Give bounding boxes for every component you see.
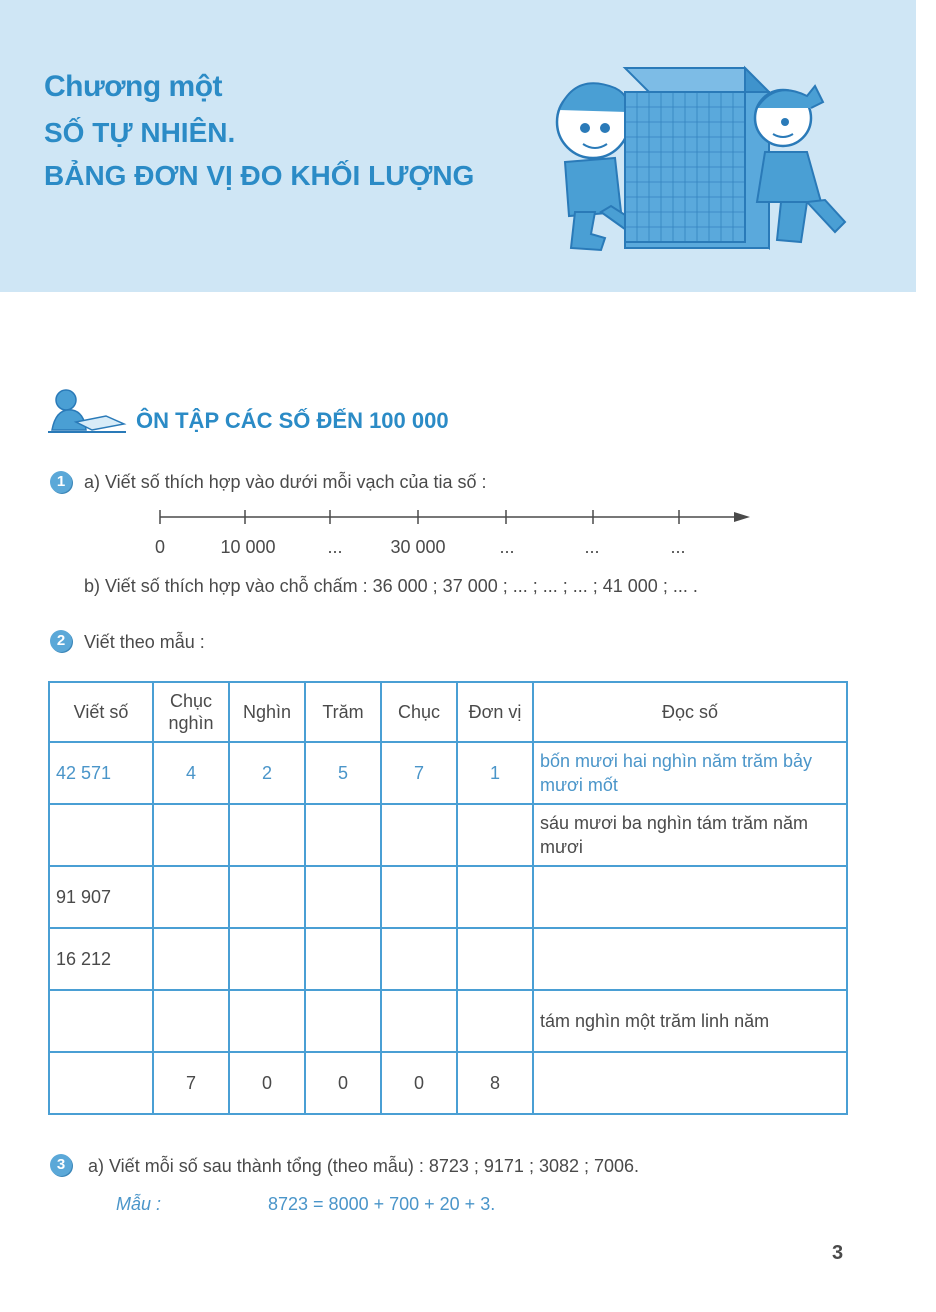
question-1-badge: 1 (50, 471, 72, 493)
table-row (49, 990, 847, 1052)
cell-nghin (229, 928, 305, 990)
cell-tram (305, 804, 381, 866)
question-3-badge: 3 (50, 1154, 72, 1176)
tick-label-2: ... (327, 537, 343, 557)
cell-don-vi (457, 866, 533, 928)
cube-figure (625, 68, 769, 248)
number-ray-arrowhead (734, 512, 750, 522)
header-nghin: Nghìn (229, 682, 305, 742)
tick-label-3: 30 000 (390, 537, 446, 557)
cell-doc-so: bốn mươi hai nghìn năm trăm bảy mươi mốt (533, 742, 847, 804)
cell-chuc (381, 866, 457, 928)
cell-viet-so (49, 990, 153, 1052)
question-2-text: Viết theo mẫu : (84, 632, 205, 652)
tick-label-6: ... (670, 537, 686, 557)
cell-chuc-nghin: 7 (153, 1052, 229, 1114)
header-chuc-nghin: Chục nghìn (153, 682, 229, 742)
cell-tram (305, 990, 381, 1052)
table-row (49, 804, 847, 866)
number-ray (150, 504, 760, 530)
section-title: ÔN TẬP CÁC SỐ ĐẾN 100 000 (136, 408, 449, 433)
cell-viet-so: 16 212 (49, 928, 153, 990)
cell-doc-so: sáu mươi ba nghìn tám trăm năm mươi (533, 804, 847, 866)
cell-viet-so: 91 907 (49, 866, 153, 928)
question-2-badge: 2 (50, 630, 72, 652)
cell-chuc-nghin (153, 928, 229, 990)
place-value-table (48, 681, 848, 1115)
question-1b-text: b) Viết số thích hợp vào chỗ chấm : 36 000 ; 37 000 ; ... ; ... ; ... ; 41 000 ; ... . (84, 576, 698, 596)
table-row (49, 742, 847, 804)
cell-nghin (229, 804, 305, 866)
cell-viet-so (49, 1052, 153, 1114)
tick-label-1: 10 000 (220, 537, 276, 557)
cell-nghin: 2 (229, 742, 305, 804)
cell-doc-so (533, 1052, 847, 1114)
cell-chuc: 0 (381, 1052, 457, 1114)
cell-chuc-nghin: 4 (153, 742, 229, 804)
cell-nghin (229, 990, 305, 1052)
cell-chuc (381, 804, 457, 866)
header-don-vi: Đơn vị (457, 682, 533, 742)
cell-tram (305, 928, 381, 990)
table-row (49, 866, 847, 928)
example-expression: 8723 = 8000 + 700 + 20 + 3. (268, 1194, 496, 1214)
cell-doc-so (533, 928, 847, 990)
page-number: 3 (832, 1242, 844, 1264)
table-header-row (49, 682, 847, 742)
cell-nghin (229, 866, 305, 928)
header-viet-so: Viết số (49, 682, 153, 742)
tick-label-0: 0 (154, 537, 166, 557)
header-tram: Trăm (305, 682, 381, 742)
cell-don-vi: 8 (457, 1052, 533, 1114)
cell-chuc: 7 (381, 742, 457, 804)
cell-viet-so (49, 804, 153, 866)
header-chuc: Chục (381, 682, 457, 742)
cell-chuc-nghin (153, 866, 229, 928)
cell-chuc-nghin (153, 804, 229, 866)
kids-with-cube-illustration (545, 52, 855, 262)
tick-label-4: ... (499, 537, 515, 557)
boy-figure (557, 83, 633, 250)
question-3a-text: a) Viết mỗi số sau thành tổng (theo mẫu) : 8723 ; 9171 ; 3082 ; 7006. (88, 1156, 640, 1176)
chapter-label: Chương một (44, 70, 223, 103)
cell-chuc (381, 928, 457, 990)
cell-don-vi: 1 (457, 742, 533, 804)
cell-nghin: 0 (229, 1052, 305, 1114)
chapter-title-line1: SỐ TỰ NHIÊN. (44, 117, 236, 148)
question-1a-text: a) Viết số thích hợp vào dưới mỗi vạch của tia số : (84, 472, 487, 492)
tick-label-5: ... (584, 537, 600, 557)
chapter-title-line2: BẢNG ĐƠN VỊ ĐO KHỐI LƯỢNG (44, 160, 475, 191)
cell-viet-so: 42 571 (49, 742, 153, 804)
cell-chuc-nghin (153, 990, 229, 1052)
cell-tram: 5 (305, 742, 381, 804)
cell-don-vi (457, 990, 533, 1052)
cell-doc-so (533, 866, 847, 928)
cell-chuc (381, 990, 457, 1052)
header-doc-so: Đọc số (533, 682, 847, 742)
cell-don-vi (457, 804, 533, 866)
cell-don-vi (457, 928, 533, 990)
reading-child-icon (46, 386, 128, 436)
cell-doc-so: tám nghìn một trăm linh năm (533, 990, 847, 1052)
cell-tram (305, 866, 381, 928)
cell-tram: 0 (305, 1052, 381, 1114)
table-row (49, 1052, 847, 1114)
example-label: Mẫu : (116, 1194, 162, 1214)
table-row (49, 928, 847, 990)
